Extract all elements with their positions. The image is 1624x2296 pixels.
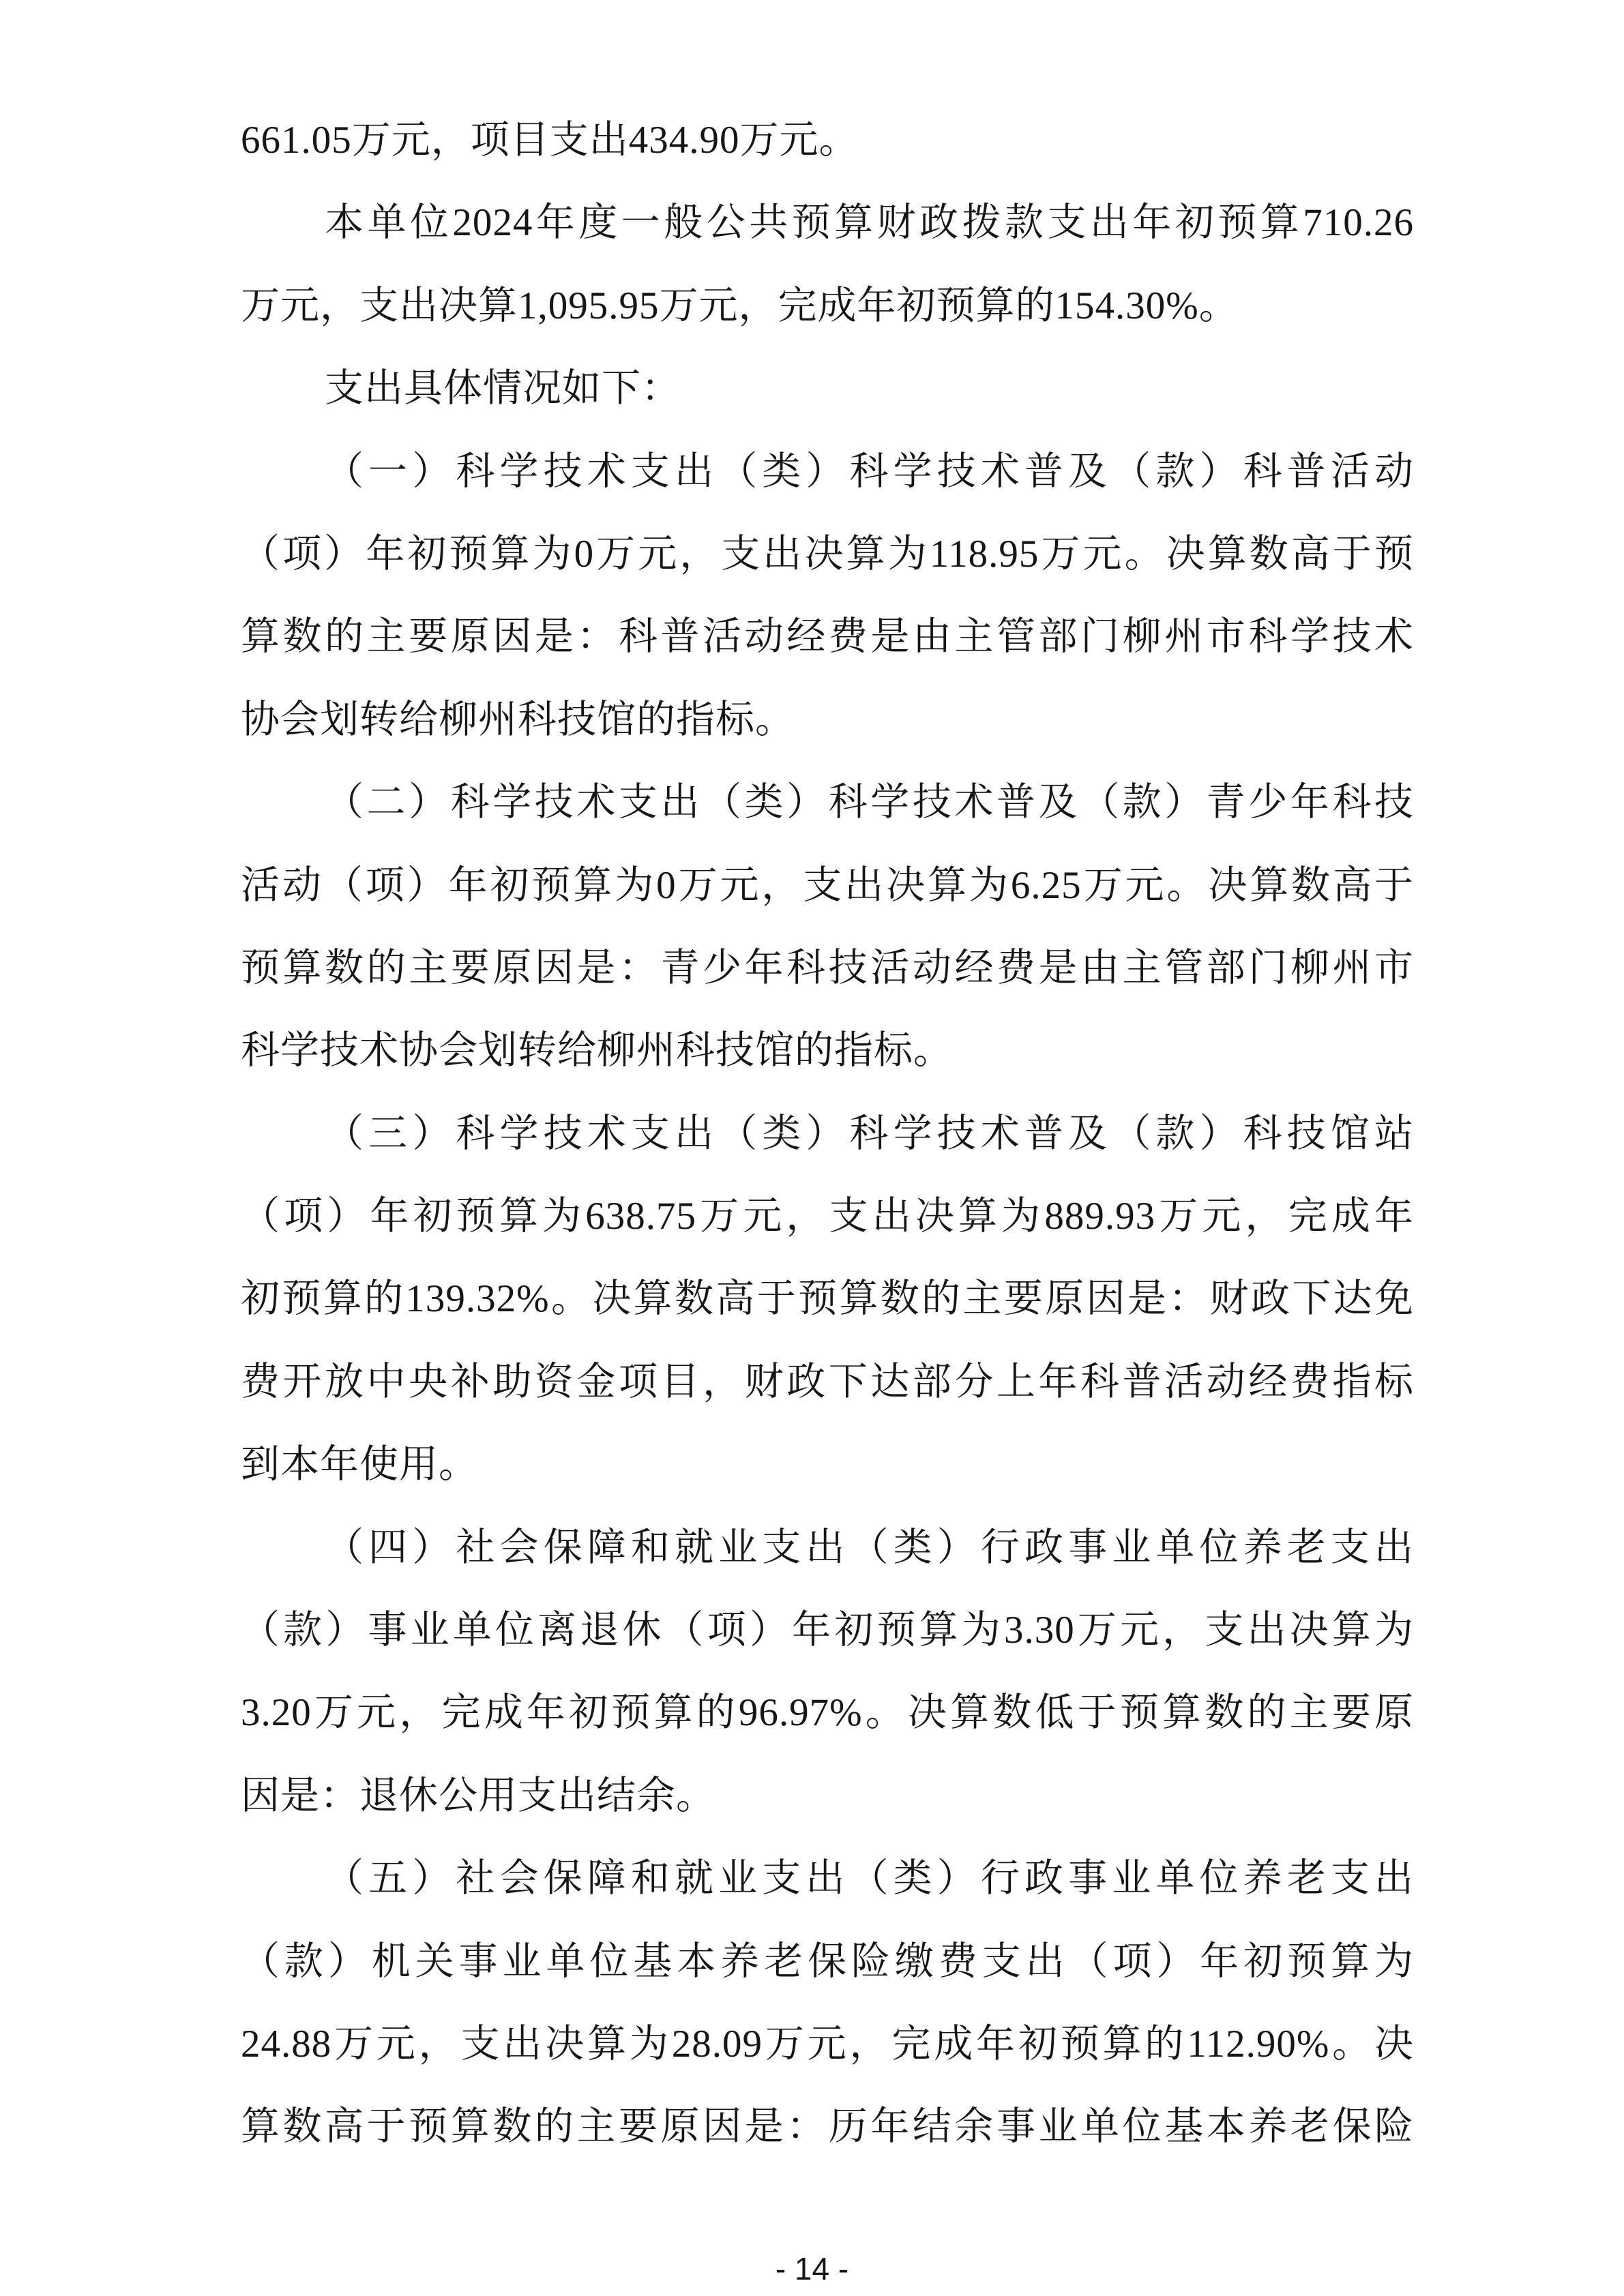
text-line: 活动（项）年初预算为0万元，支出决算为6.25万元。决算数高于 (241, 863, 1414, 907)
text-line: 协会划转给柳州科技馆的指标。 (241, 698, 795, 741)
text-line: （项）年初预算为0万元，支出决算为118.95万元。决算数高于预 (241, 532, 1414, 576)
text-line: 24.88万元，支出决算为28.09万元，完成年初预算的112.90%。决 (241, 2022, 1414, 2066)
text-line: 661.05万元，项目支出434.90万元。 (241, 119, 859, 162)
text-line: （三）科学技术支出（类）科学技术普及（款）科技馆站 (325, 1112, 1414, 1155)
text-line: 因是：退休公用支出结余。 (241, 1774, 715, 1817)
text-line: 万元，支出决算1,095.95万元，完成年初预算的154.30%。 (241, 284, 1239, 327)
text-line: （款）机关事业单位基本养老保险缴费支出（项）年初预算为 (241, 1939, 1414, 1983)
paragraph-budget-summary (241, 181, 1414, 347)
text-line: （二）科学技术支出（类）科学技术普及（款）青少年科技 (325, 781, 1414, 824)
text-line: 初预算的139.32%。决算数高于预算数的主要原因是：财政下达免 (241, 1277, 1414, 1321)
text-line: 本单位2024年度一般公共预算财政拨款支出年初预算710.26 (325, 201, 1414, 245)
page-number: - 14 - (775, 2251, 849, 2286)
text-line: （款）事业单位离退休（项）年初预算为3.30万元，支出决算为 (241, 1609, 1414, 1652)
paragraph-intro (241, 347, 1414, 430)
paragraph-item-3 (241, 1092, 1414, 1506)
paragraph-item-4 (241, 1506, 1414, 1838)
paragraph-item-2 (241, 761, 1414, 1092)
text-line: 预算数的主要原因是：青少年科技活动经费是由主管部门柳州市 (241, 946, 1414, 989)
text-line: 费开放中央补助资金项目，财政下达部分上年科普活动经费指标 (241, 1360, 1414, 1403)
text-line: （四）社会保障和就业支出（类）行政事业单位养老支出 (325, 1525, 1414, 1569)
text-line: 到本年使用。 (241, 1443, 478, 1487)
text-line: 3.20万元，完成年初预算的96.97%。决算数低于预算数的主要原 (241, 1691, 1414, 1735)
paragraph-item-5 (241, 1837, 1414, 2168)
text-line: 算数高于预算数的主要原因是：历年结余事业单位基本养老保险 (241, 2105, 1414, 2149)
paragraph-item-1 (241, 430, 1414, 762)
text-line: （一）科学技术支出（类）科学技术普及（款）科普活动 (325, 449, 1414, 493)
body-text (241, 99, 1414, 2168)
text-line: （项）年初预算为638.75万元，支出决算为889.93万元，完成年 (241, 1195, 1414, 1238)
text-line: 算数的主要原因是：科普活动经费是由主管部门柳州市科学技术 (241, 615, 1414, 659)
text-line: 支出具体情况如下： (325, 367, 681, 411)
paragraph-continuation (241, 99, 1414, 181)
text-line: 科学技术协会划转给柳州科技馆的指标。 (241, 1029, 953, 1073)
text-line: （五）社会保障和就业支出（类）行政事业单位养老支出 (325, 1857, 1414, 1900)
